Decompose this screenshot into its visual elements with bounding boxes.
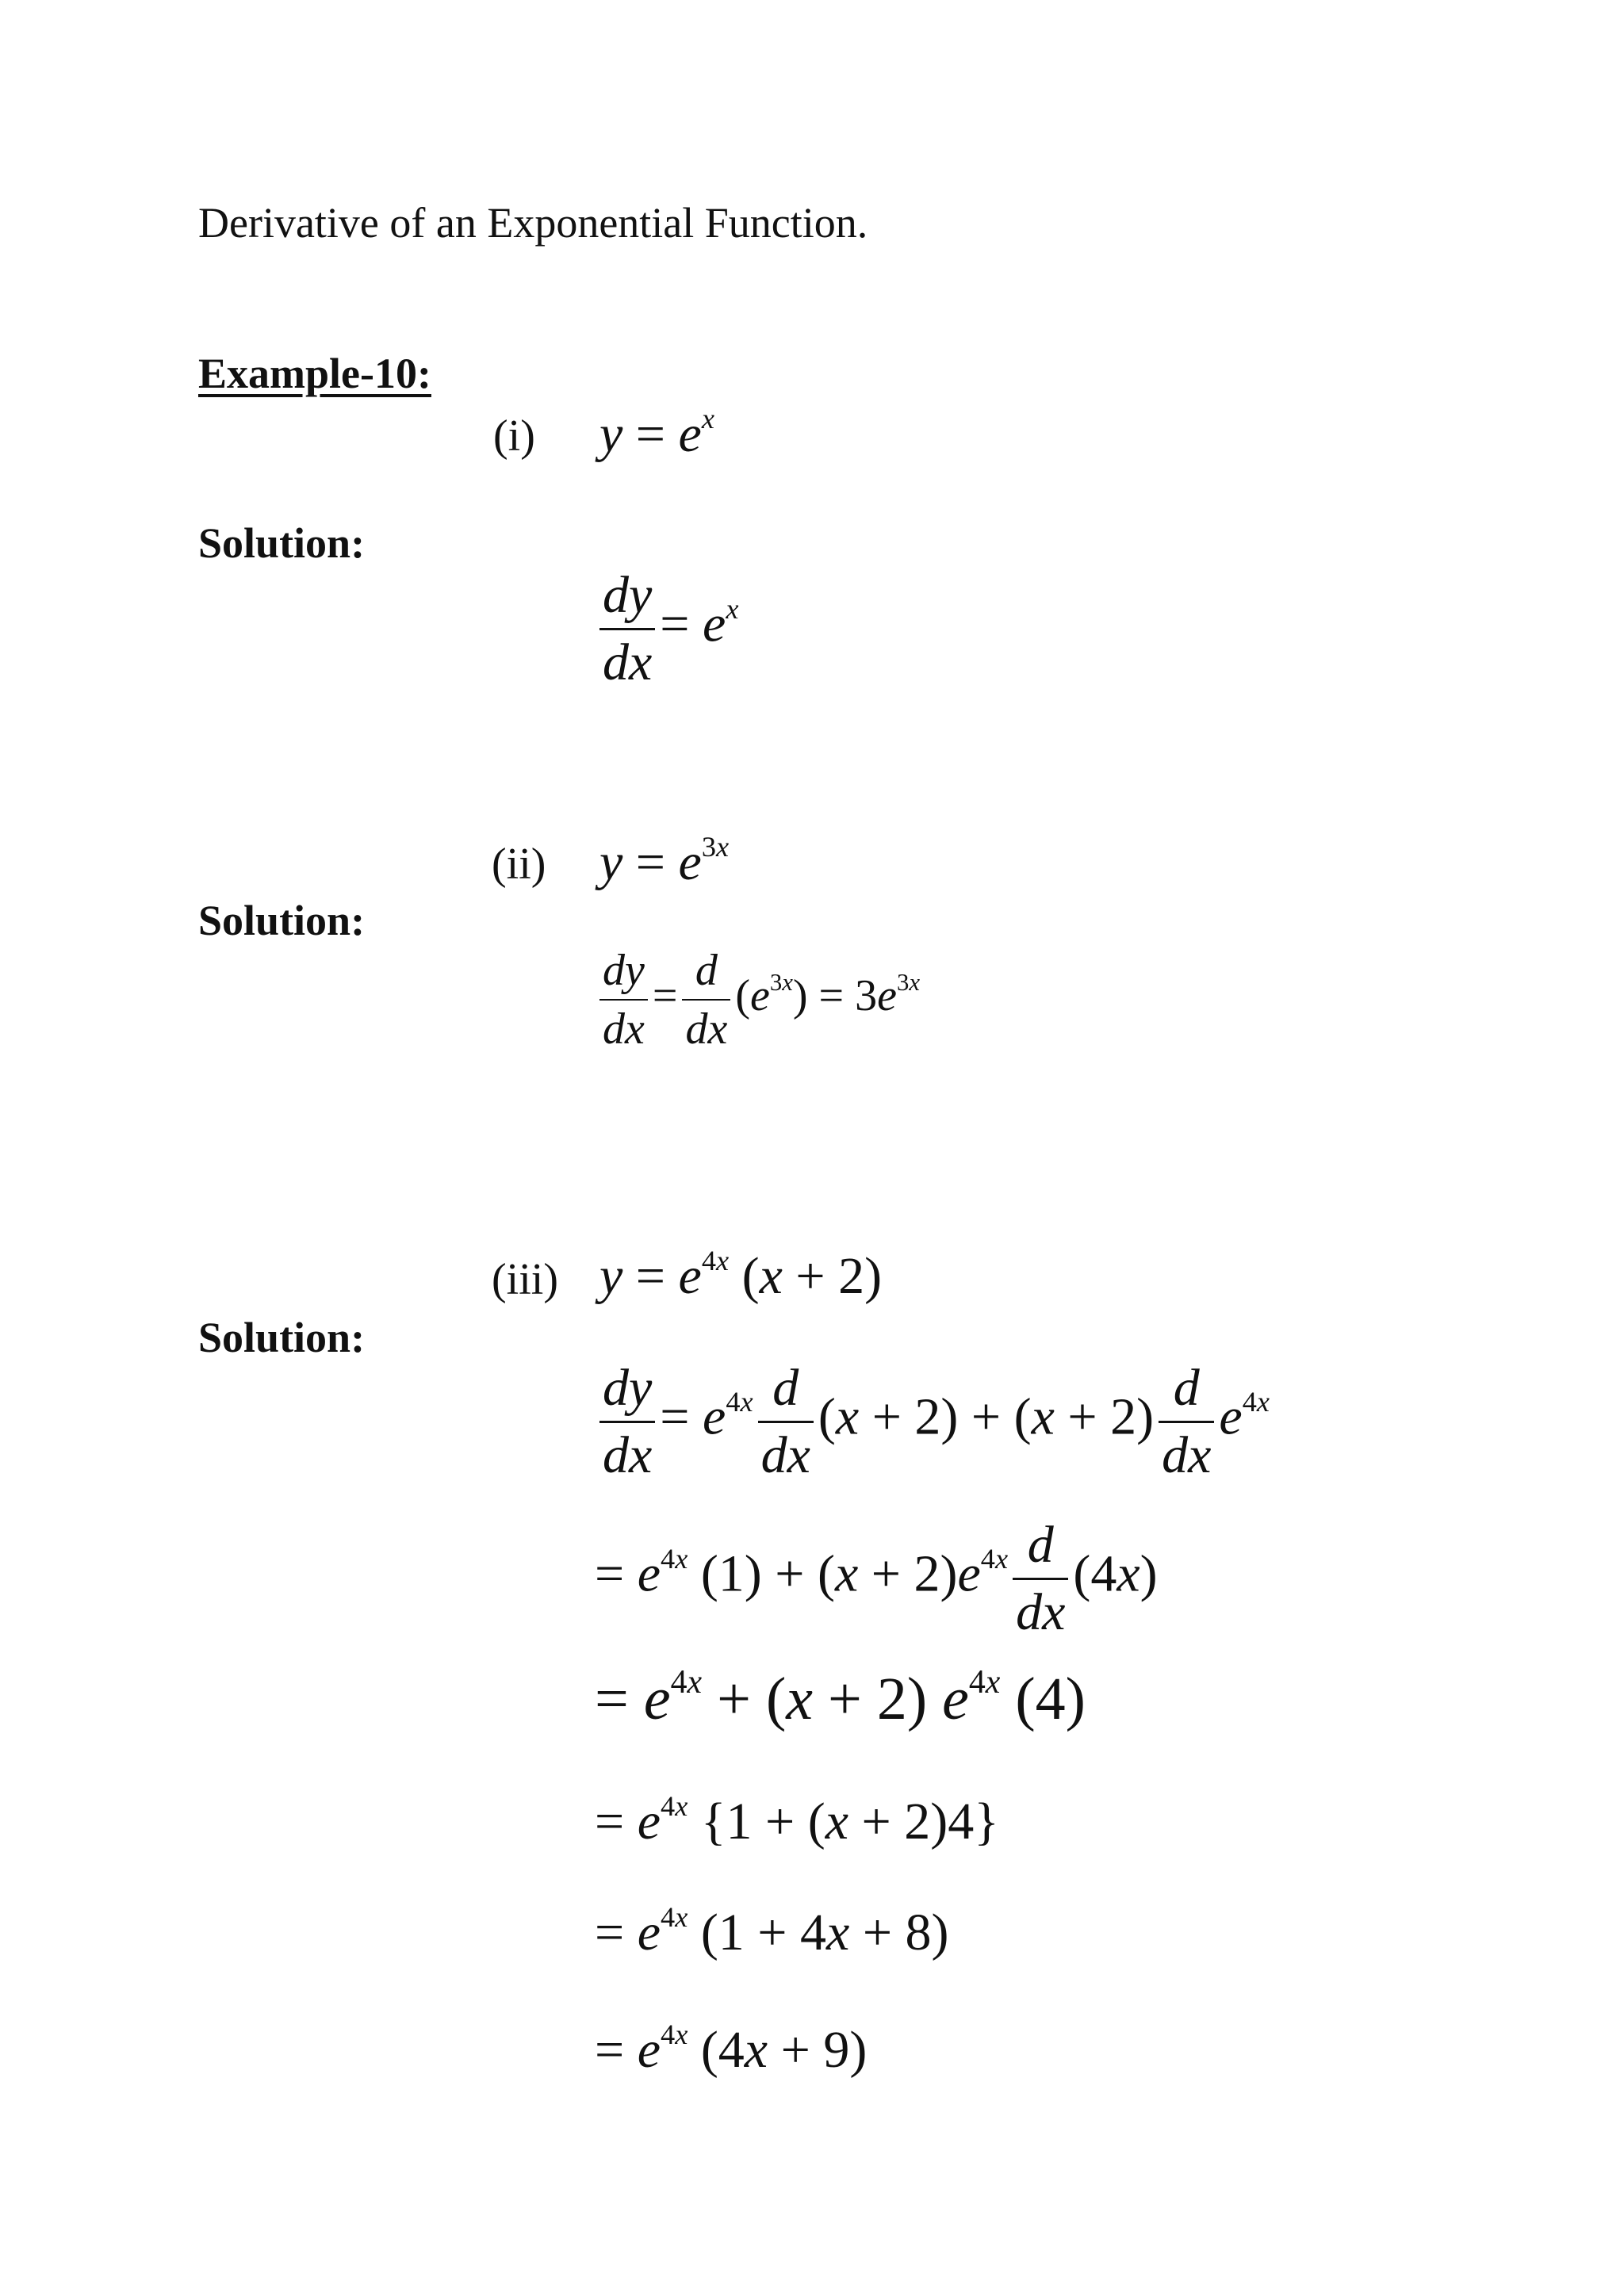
part-label-i: (i) [493,411,535,461]
solution-step-iii-1: $\frac{dy}{dx}$ = $e^{4x}$ $\frac{d}{dx}$ (x + 2) + (x + 2) $\frac{d}{dx}$ $e^{4x}$ [595,1362,1270,1482]
solution-step-iii-6: = $e^{4x}$ (4x + 9) [595,2018,868,2079]
example-heading: Example-10: [198,350,431,397]
solution-step-iii-2: = $e^{4x}$ $(1) + (x + 2)e^{4x}$ $\frac{d}{dx}$ (4x) [595,1516,1158,1641]
problem-iii: $y = e^{4x}$ (x + 2) [599,1244,883,1305]
problem-ii: $y = e^{3x}$ [599,830,730,891]
solution-label-i: Solution: [198,519,366,567]
solution-step-i-1: $\frac{dy}{dx}$ = $e^x$ [595,569,738,689]
part-label-ii: (ii) [492,840,546,889]
solution-label-iii: Solution: [198,1314,366,1361]
solution-step-iii-5: = $e^{4x}$ (1 + 4x + 8) [595,1900,949,1961]
solution-label-ii: Solution: [198,897,366,944]
solution-step-iii-4: = $e^{4x}$ {1 + (x + 2)4} [595,1789,999,1850]
part-label-iii: (iii) [492,1255,558,1304]
page-title: Derivative of an Exponential Function. [198,199,868,247]
solution-step-ii-1: $\frac{dy}{dx}$ = $\frac{d}{dx}$ $(e^{3x}) = 3e^{3x}$ [595,948,920,1051]
solution-step-iii-3: = $e^{4x} + (x + 2)$ $e^{4x}$ (4) [595,1663,1086,1732]
problem-i: $y = e^x$ [599,402,714,463]
